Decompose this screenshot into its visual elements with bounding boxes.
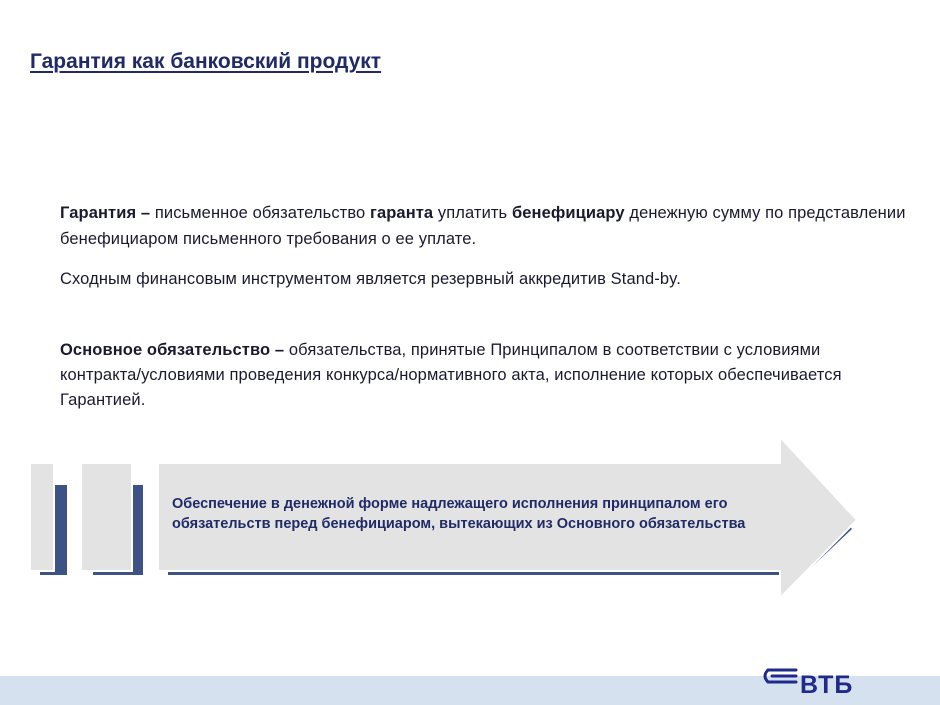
definition-text: письменное обязательство [154, 204, 370, 222]
arrow-text: Обеспечение в денежной форме надлежащего исполнения принципалом его обязательств перед бенефициаром, вытекающих из Основного обязательства [172, 496, 746, 532]
definition-text: обязательства, принятые Принципалом в соответствии с условиями контракта/условиями проведения конкурса/нормативного акта, исполнение которых обеспечивается Гарантией. [60, 341, 842, 409]
term-guarantor: гаранта [369, 204, 434, 222]
term-guarantee: Гарантия [60, 204, 137, 222]
dash: – [136, 204, 155, 222]
term-main-obligation: Основное обязательство [60, 341, 271, 359]
guarantee-definition [60, 200, 910, 252]
vtb-logo-text: ВТБ [800, 671, 854, 699]
block-1 [30, 463, 54, 571]
definition-text: уплатить [433, 204, 512, 222]
definition-text: денежную сумму по представлении бенефициаром письменного требования о ее уплате. [60, 204, 906, 248]
block-2 [81, 463, 132, 571]
term-beneficiary: бенефициару [511, 204, 625, 222]
dash: – [270, 341, 289, 359]
main-obligation-definition [60, 338, 860, 413]
standby-note: Сходным финансовым инструментом является резервный аккредитив Stand-by. [60, 270, 681, 288]
page-title: Гарантия как банковский продукт [30, 50, 382, 73]
